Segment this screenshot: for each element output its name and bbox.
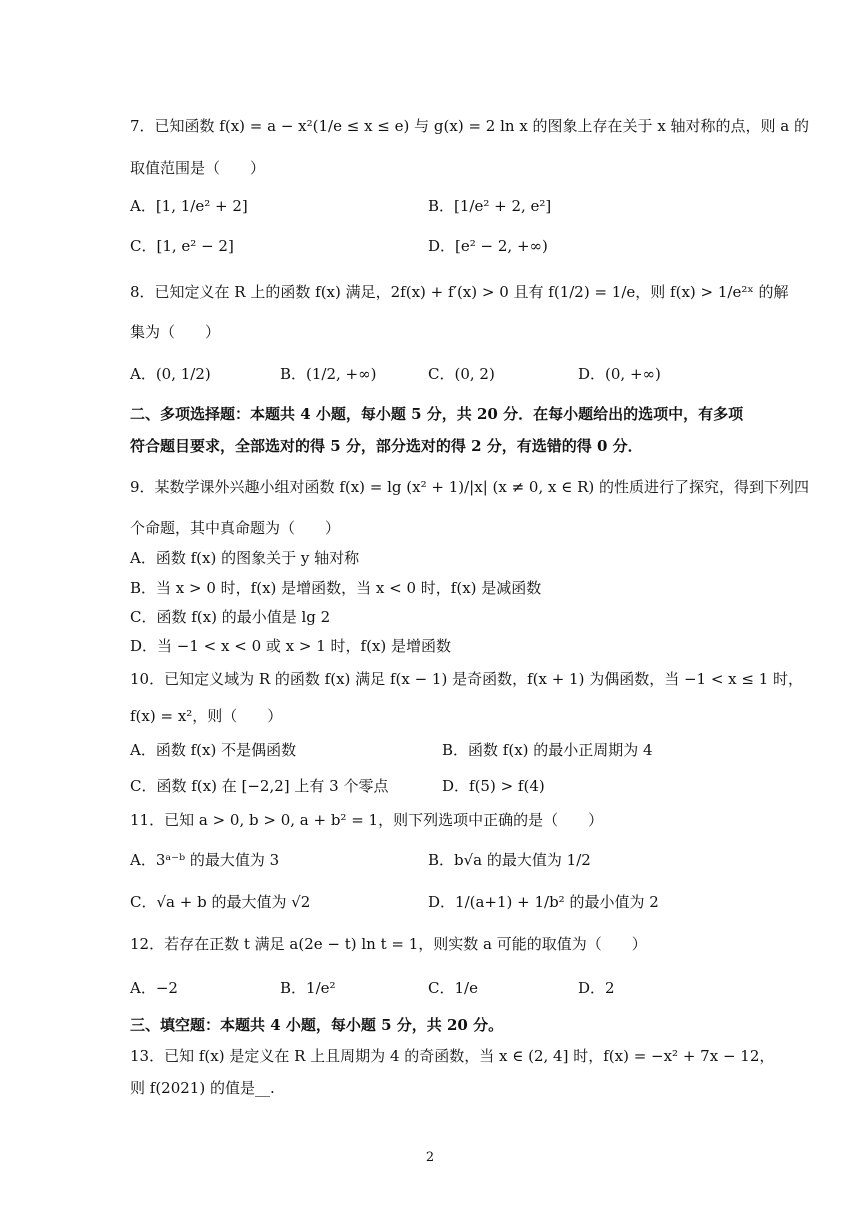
q12-option-d: D．2 [578,979,615,997]
q13-stem-line2: 则 f(2021) 的值是__. [130,1079,275,1097]
q7-stem-line2: 取值范围是（ ） [130,159,266,177]
q7-stem-line1: 7．已知函数 f(x) = a − x²(1/e ≤ x ≤ e) 与 g(x) = 2 ln x 的图象上存在关于 x 轴对称的点，则 a 的 [130,117,810,135]
q8-stem-line2: 集为（ ） [130,323,221,341]
q9-option-a: A．函数 f(x) 的图象关于 y 轴对称 [130,549,360,567]
q7-option-c: C．[1, e² − 2] [130,237,234,255]
q7-option-d: D．[e² − 2, +∞) [428,237,548,255]
q10-option-c: C．函数 f(x) 在 [−2,2] 上有 3 个零点 [130,777,389,795]
q11-option-d: D．1/(a+1) + 1/b² 的最小值为 2 [428,893,659,911]
q10-stem-line2: f(x) = x²，则（ ） [130,707,283,725]
q12-stem: 12．若存在正数 t 满足 a(2e − t) ln t = 1，则实数 a 可能的取值为（ ） [130,935,647,953]
q7-option-a: A．[1, 1/e² + 2] [130,197,248,215]
q12-option-b: B．1/e² [280,979,336,997]
section3-heading: 三、填空题：本题共 4 小题，每小题 5 分，共 20 分。 [130,1016,504,1034]
q11-stem: 11．已知 a > 0, b > 0, a + b² = 1，则下列选项中正确的是（ ） [130,811,604,829]
q9-stem-line2: 个命题，其中真命题为（ ） [130,519,341,537]
q8-option-b: B．(1/2, +∞) [280,365,377,383]
page-number: 2 [425,1150,435,1165]
q11-option-c: C．√a + b 的最大值为 √2 [130,893,311,911]
q12-option-a: A．−2 [130,979,178,997]
q13-stem-line1: 13．已知 f(x) 是定义在 R 上且周期为 4 的奇函数，当 x ∈ (2, 4] 时，f(x) = −x² + 7x − 12， [130,1047,775,1065]
q8-option-a: A．(0, 1/2) [130,365,211,383]
q11-option-b: B．b√a 的最大值为 1/2 [428,851,591,869]
q10-stem-line1: 10．已知定义域为 R 的函数 f(x) 满足 f(x − 1) 是奇函数，f(x + 1) 为偶函数，当 −1 < x ≤ 1 时， [130,670,804,688]
q10-option-a: A．函数 f(x) 不是偶函数 [130,741,297,759]
q9-stem-line1: 9．某数学课外兴趣小组对函数 f(x) = lg (x² + 1)/|x| (x ≠ 0, x ∈ R) 的性质进行了探究，得到下列四 [130,478,810,496]
q8-stem-line1: 8．已知定义在 R 上的函数 f(x) 满足，2f(x) + f′(x) > 0 且有 f(1/2) = 1/e，则 f(x) > 1/e²ˣ 的解 [130,283,789,301]
q11-option-a: A．3ᵃ⁻ᵇ 的最大值为 3 [130,851,280,869]
q8-option-d: D．(0, +∞) [578,365,661,383]
q7-option-b: B．[1/e² + 2, e²] [428,197,552,215]
section2-heading-line1: 二、多项选择题：本题共 4 小题，每小题 5 分，共 20 分．在每小题给出的选项中，有多项 [130,405,744,423]
q10-option-d: D．f(5) > f(4) [442,777,545,795]
q12-option-c: C．1/e [428,979,478,997]
q10-option-b: B．函数 f(x) 的最小正周期为 4 [442,741,653,759]
q9-option-b: B．当 x > 0 时，f(x) 是增函数，当 x < 0 时，f(x) 是减函数 [130,579,542,597]
q8-option-c: C．(0, 2) [428,365,495,383]
q9-option-c: C．函数 f(x) 的最小值是 lg 2 [130,608,331,626]
q9-option-d: D．当 −1 < x < 0 或 x > 1 时，f(x) 是增函数 [130,637,452,655]
section2-heading-line2: 符合题目要求，全部选对的得 5 分，部分选对的得 2 分，有选错的得 0 分． [130,437,643,455]
